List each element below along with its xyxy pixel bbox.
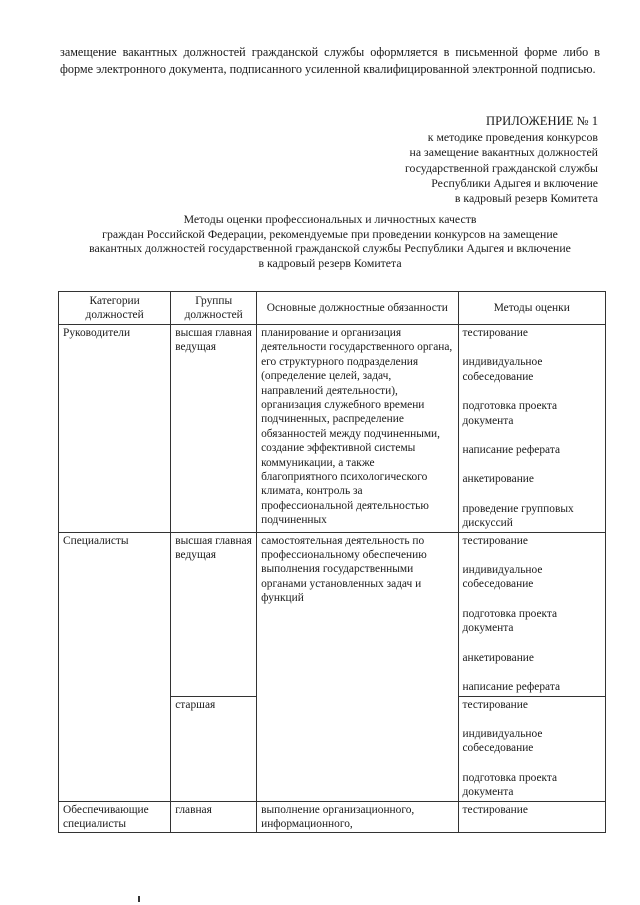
methods-cell <box>458 532 606 696</box>
appendix-line: на замещение вакантных должностей <box>409 145 598 160</box>
assessment-methods-table <box>58 291 606 833</box>
method-item: тестирование <box>462 534 528 547</box>
method-item: анкетирование <box>462 651 534 664</box>
document-title-line: Методы оценки профессиональных и личностных качеств <box>183 212 477 226</box>
duties-cell: самостоятельная деятельность по профессиональному обеспечению выполнения государственными органами установленных задач и функций <box>257 532 458 801</box>
table-header-row <box>59 292 606 325</box>
method-item: написание реферата <box>462 444 560 457</box>
method-item: тестирование <box>462 327 528 339</box>
category-cell: Обеспечивающие специалисты <box>59 801 171 833</box>
appendix-title: ПРИЛОЖЕНИЕ № 1 <box>486 114 598 128</box>
methods-cell <box>458 801 606 833</box>
method-item: проведение групповых дискуссий <box>462 502 574 530</box>
appendix-line: Республики Адыгея и включение <box>431 175 598 190</box>
header-category: Категории должностей <box>59 292 171 325</box>
method-item: подготовка проекта документа <box>462 771 558 799</box>
header-group: Группы должностей <box>171 292 257 325</box>
table-row-support <box>59 801 606 833</box>
appendix-line: в кадровый резерв Комитета <box>454 191 598 206</box>
category-cell: Специалисты <box>59 532 171 801</box>
method-item: написание реферата <box>462 681 560 694</box>
appendix-line: государственной гражданской службы <box>404 160 598 175</box>
intro-paragraph: замещение вакантных должностей гражданской службы оформляется в письменной форме либо в форме электронного документа, подписанного усиленной квалифицированной электронной подписью. <box>60 45 600 76</box>
page-mark <box>138 896 140 902</box>
category-cell: Руководители <box>59 325 171 533</box>
method-item: индивидуальное собеседование <box>462 564 543 591</box>
groups-cell: высшая главная ведущая <box>171 532 257 696</box>
document-title-line: в кадровый резерв Комитета <box>258 255 402 270</box>
method-item: подготовка проекта документа <box>462 400 558 427</box>
header-duties: Основные должностные обязанности <box>257 292 458 325</box>
table-row-specialists-senior <box>59 532 606 696</box>
method-item: индивидуальное собеседование <box>462 356 543 383</box>
appendix-header <box>405 114 598 206</box>
groups-cell: главная <box>171 801 257 833</box>
groups-cell: старшая <box>171 696 257 801</box>
document-title <box>70 212 590 270</box>
method-item: подготовка проекта документа <box>462 607 558 635</box>
method-item: тестирование <box>462 803 528 816</box>
table-row-managers <box>59 325 606 533</box>
method-item: анкетирование <box>462 473 534 486</box>
document-title-line: граждан Российской Федерации, рекомендуемые при проведении конкурсов на замещение <box>102 226 558 241</box>
method-item: тестирование <box>462 698 528 711</box>
methods-cell <box>458 325 606 533</box>
groups-cell: высшая главная ведущая <box>171 325 257 533</box>
header-methods: Методы оценки <box>458 292 606 325</box>
appendix-line: к методике проведения конкурсов <box>427 130 598 145</box>
duties-cell: выполнение организационного, информационного, <box>257 801 458 833</box>
method-item: индивидуальное собеседование <box>462 727 543 755</box>
methods-cell <box>458 696 606 801</box>
duties-cell: планирование и организация деятельности государственного органа, его структурного подразделения (определение целей, задач, направлений деятельности), организация служебного времени подчиненных, распределение обязанностей между подчиненными, создание эффективной системы коммуникации, а также благоприятного психологического климата, контроль за профессиональной деятельностью подчиненных <box>257 325 458 533</box>
document-title-line: вакантных должностей государственной гражданской службы Республики Адыгея и включение <box>89 241 571 255</box>
